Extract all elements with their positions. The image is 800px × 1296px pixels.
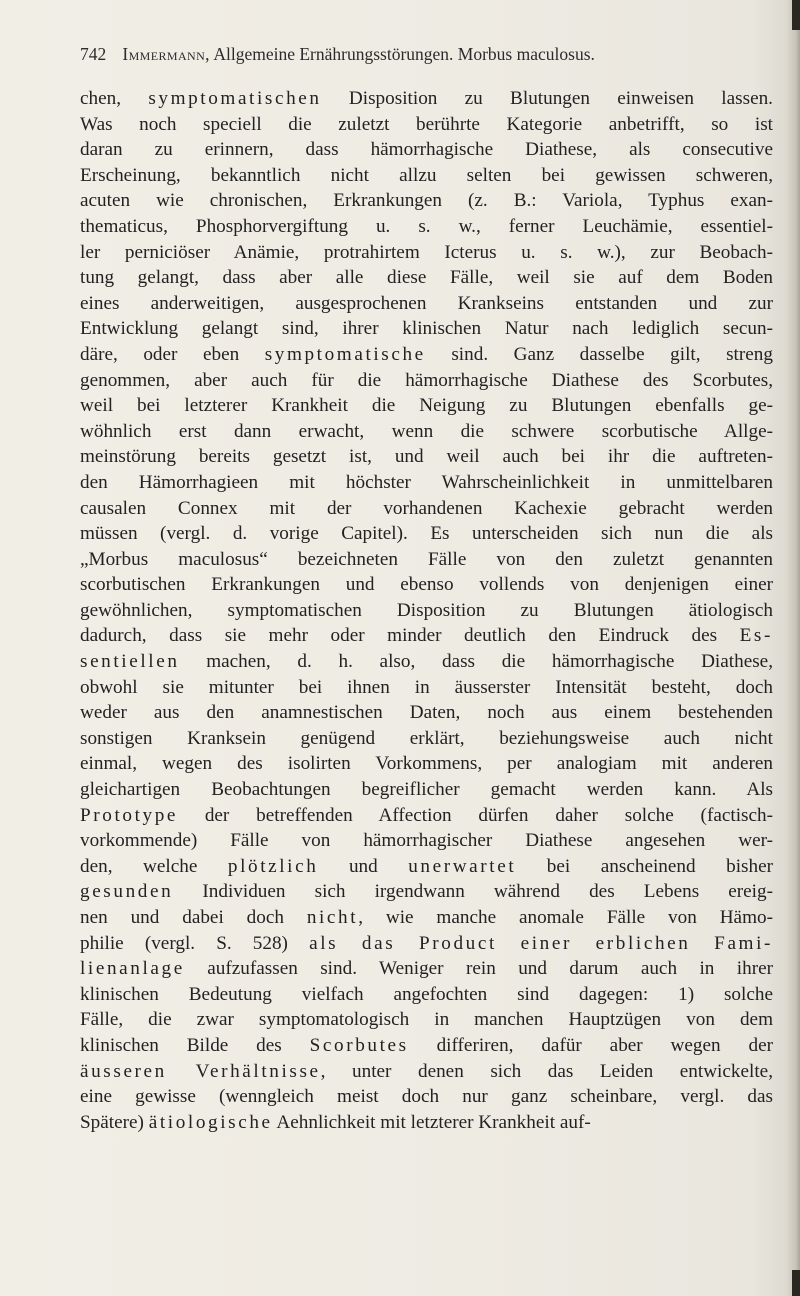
text-run: philie (vergl. S. 528) xyxy=(80,932,310,954)
text-run: klinischen Bilde des xyxy=(80,1034,310,1056)
text-line xyxy=(80,521,773,547)
text-run: den Hämorrhagieen mit höchster Wahrscheinlichkeit in unmittelbaren xyxy=(80,471,773,493)
text-run: eine gewisse (wenngleich meist doch nur ganz scheinbare, vergl. das xyxy=(80,1086,773,1108)
text-line xyxy=(80,1084,773,1110)
text-run: däre, oder eben xyxy=(80,343,265,365)
text-line xyxy=(80,163,773,189)
page-edge-shadow xyxy=(786,0,800,1296)
spaced-emphasis: ätiologische xyxy=(148,1111,273,1133)
text-run: tung gelangt, dass aber alle diese Fälle, weil sie auf dem Boden xyxy=(80,267,773,289)
text-run: eines anderweitigen, ausgesprochenen Krankseins entstanden und zur xyxy=(80,292,773,314)
text-line xyxy=(80,342,773,368)
text-run: weil bei letzterer Krankheit die Neigung zu Blutungen ebenfalls ge- xyxy=(80,395,773,417)
text-run: , wie manche anomale Fälle von Hämo- xyxy=(358,907,773,928)
spaced-emphasis: gesunden xyxy=(80,881,174,903)
text-run: nen und dabei doch xyxy=(80,907,307,928)
text-line xyxy=(80,803,773,829)
text-run: differiren, dafür aber wegen der xyxy=(408,1034,773,1056)
text-run: machen, d. h. also, dass die hämorrhagische Diathese, xyxy=(179,651,773,673)
spaced-emphasis: als das Product einer erblichen Fami- xyxy=(309,932,773,954)
spaced-emphasis: Es- xyxy=(739,625,773,647)
text-line xyxy=(80,419,773,445)
text-line xyxy=(80,112,773,138)
spaced-emphasis: nicht xyxy=(306,907,359,928)
text-line xyxy=(80,86,773,112)
spaced-emphasis: sentiellen xyxy=(80,651,180,673)
spaced-emphasis: symptomatischen xyxy=(148,88,322,109)
text-line xyxy=(80,572,773,598)
text-run: ler perniciöser Anämie, protrahirtem Icterus u. s. w.), zur Beobach- xyxy=(80,241,773,263)
running-header xyxy=(80,44,780,72)
text-run: meinstörung bereits gesetzt ist, und weil auch bei ihr die auftreten- xyxy=(80,446,773,468)
text-line xyxy=(80,547,773,573)
spaced-emphasis: symptomatische xyxy=(264,343,426,365)
text-line xyxy=(80,1007,773,1033)
text-line xyxy=(80,854,773,880)
text-run: gewöhnlichen, symptomatischen Disposition zu Blutungen ätiologisch xyxy=(80,599,773,621)
text-run: acuten wie chronischen, Erkrankungen (z. B.: Variola, Typhus exan- xyxy=(80,190,773,212)
text-run: , unter denen sich das Leiden entwickelte, xyxy=(320,1060,773,1082)
header-title: Allgemeine Ernährungsstörungen. Morbus maculosus. xyxy=(213,44,595,64)
header-author: Immermann, xyxy=(122,44,210,64)
text-run: einmal, wegen des isolirten Vorkommens, per analogiam mit anderen xyxy=(80,753,773,775)
text-run: weder aus den anamnestischen Daten, noch aus einem bestehenden xyxy=(80,702,773,724)
text-run: Spätere) xyxy=(80,1111,149,1133)
page-edge-mark xyxy=(792,1270,800,1296)
text-run: und xyxy=(318,855,409,877)
text-run: dadurch, dass sie mehr oder minder deutlich den Eindruck des xyxy=(80,625,740,647)
text-run: gleichartigen Beobachtungen begreiflicher gemacht werden kann. Als xyxy=(80,779,773,801)
text-run: klinischen Bedeutung vielfach angefochten sind dagegen: 1) solche xyxy=(80,983,773,1005)
text-run: chen, xyxy=(80,88,149,109)
spaced-emphasis: unerwartet xyxy=(408,855,517,877)
text-line xyxy=(80,240,773,266)
text-run: causalen Connex mit der vorhandenen Kachexie gebracht werden xyxy=(80,497,773,519)
text-run: „Morbus maculosus“ bezeichneten Fälle von den zuletzt genannten xyxy=(80,548,773,570)
text-run: Erscheinung, bekanntlich nicht allzu selten bei gewissen schweren, xyxy=(80,164,773,186)
page-edge-mark xyxy=(792,0,800,30)
text-line xyxy=(80,496,773,522)
text-line xyxy=(80,751,773,777)
text-line xyxy=(80,623,773,649)
text-line xyxy=(80,675,773,701)
text-line xyxy=(80,137,773,163)
text-run: aufzufassen sind. Weniger rein und darum auch in ihrer xyxy=(184,958,773,980)
text-run: Aehnlichkeit mit letzterer Krankheit auf- xyxy=(272,1111,591,1133)
text-line xyxy=(80,1059,773,1085)
text-line xyxy=(80,700,773,726)
text-line xyxy=(80,598,773,624)
text-run: daran zu erinnern, dass hämorrhagische Diathese, als consecutive xyxy=(80,139,773,161)
spaced-emphasis: Scorbutes xyxy=(309,1034,409,1056)
text-line xyxy=(80,1033,773,1059)
text-run: müssen (vergl. d. vorige Capitel). Es unterscheiden sich nun die als xyxy=(80,523,773,545)
text-run: obwohl sie mitunter bei ihnen in äusserster Intensität besteht, doch xyxy=(80,676,773,698)
text-line xyxy=(80,316,773,342)
text-run: Fälle, die zwar symptomatologisch in manchen Hauptzügen von dem xyxy=(80,1009,773,1031)
text-line xyxy=(80,291,773,317)
page-number: 742 xyxy=(80,44,107,64)
spaced-emphasis: Prototype xyxy=(80,804,179,826)
text-run: scorbutischen Erkrankungen und ebenso vollends von denjenigen einer xyxy=(80,574,773,596)
text-run: der betreffenden Affection dürfen daher solche (factisch- xyxy=(178,804,773,826)
text-run: bei anscheinend bisher xyxy=(516,855,773,877)
text-run: Disposition zu Blutungen einweisen lassen. xyxy=(321,88,773,109)
text-line xyxy=(80,649,773,675)
text-line xyxy=(80,777,773,803)
text-run: den, welche xyxy=(80,855,228,877)
text-run: Was noch speciell die zuletzt berührte Kategorie anbetrifft, so ist xyxy=(80,113,773,135)
text-line xyxy=(80,265,773,291)
text-run: vorkommende) Fälle von hämorrhagischer Diathese angesehen wer- xyxy=(80,830,773,852)
text-line xyxy=(80,879,773,905)
spaced-emphasis: plötzlich xyxy=(227,855,319,877)
text-run: sonstigen Kranksein genügend erklärt, beziehungsweise auch nicht xyxy=(80,727,773,749)
text-line xyxy=(80,393,773,419)
text-line xyxy=(80,726,773,752)
text-line xyxy=(80,982,773,1008)
text-line xyxy=(80,188,773,214)
spaced-emphasis: äusseren Verhältnisse xyxy=(80,1060,321,1082)
text-line xyxy=(80,368,773,394)
text-line xyxy=(80,470,773,496)
text-line xyxy=(80,214,773,240)
text-run: genommen, aber auch für die hämorrhagische Diathese des Scorbutes, xyxy=(80,369,773,391)
text-line xyxy=(80,931,773,957)
text-run: sind. Ganz dasselbe gilt, streng xyxy=(425,343,773,365)
text-line xyxy=(80,905,773,931)
text-run: wöhnlich erst dann erwacht, wenn die schwere scorbutische Allge- xyxy=(80,420,773,442)
text-line xyxy=(80,1110,773,1136)
text-run: Individuen sich irgendwann während des Lebens ereig- xyxy=(173,881,773,903)
text-line xyxy=(80,956,773,982)
text-line xyxy=(80,444,773,470)
text-run: thematicus, Phosphorvergiftung u. s. w., ferner Leuchämie, essentiel- xyxy=(80,215,773,237)
text-run: Entwicklung gelangt sind, ihrer klinischen Natur nach lediglich secun- xyxy=(80,318,773,340)
body-text xyxy=(80,86,773,1135)
text-line xyxy=(80,828,773,854)
spaced-emphasis: lienanlage xyxy=(80,958,185,980)
